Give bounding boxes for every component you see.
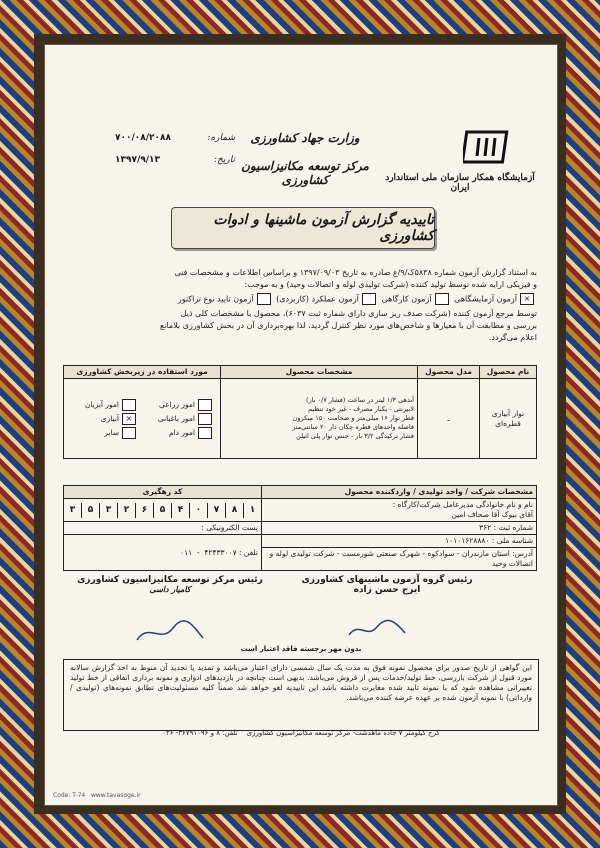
use-label: سایر (104, 427, 119, 437)
code-digit: ۸ (226, 503, 244, 518)
product-name: نوار آبیاری قطره‌ای (480, 379, 537, 459)
phone-cell: تلفن : ۴۲۴۳۳۰۰۷ - ۰۱۱ (64, 535, 262, 571)
tracking-code (64, 499, 262, 522)
use-checkbox[interactable] (198, 413, 212, 425)
manager-cell (262, 499, 537, 522)
use-checkbox[interactable] (198, 427, 212, 439)
col-header: مدل محصول (418, 366, 480, 379)
option-workshop-label: آزمون کارگاهی (381, 294, 432, 304)
spec-line: لابیرنتی - یکبار مصرف - غیر خود تنظیم (308, 405, 414, 413)
manager-name: آقای بیوک آقا صحاف امین (451, 510, 533, 519)
use-option (142, 398, 218, 412)
footer-phone: تلفن: ۸ و ۳۶۷۹۱۰۹۶- ۰۲۶ (162, 729, 238, 737)
col-header: نام محصول (480, 366, 537, 379)
signer-name: ایرج حسن زاده (353, 585, 421, 595)
code-digit: ۷ (208, 503, 226, 518)
use-label: امور باغبانی (157, 413, 195, 423)
tracking-code-digits (64, 503, 261, 518)
phone-code: ۰۱۱ (180, 547, 193, 557)
code-digit: ۳ (64, 503, 82, 518)
signature-scribble-icon (135, 620, 205, 646)
banner-title: تاییدیه گزارش آزمون ماشینها و ادوات کشاورزی (171, 207, 435, 249)
manager-label: نام و نام خانوادگی مدیرعامل شرکت/کارگاه : (392, 500, 533, 509)
intro-line: بررسی و مطابقت آن با معیارها و شاخص‌های مورد نظر کنترل گردید، لذا بهره‌برداری آن در بخش کشاورزی بلامانع (159, 320, 537, 330)
print-code: Code: T-74 (53, 792, 86, 799)
use-option (142, 426, 218, 440)
option-lab-label: آزمون آزمایشگاهی (454, 294, 517, 304)
phone-value: ۴۲۴۳۳۰۰۷ (204, 547, 237, 557)
intro-line: توسط مرجع آزمون کننده (شرکت صدف ریز سازی دارای شماره ثبت ۶۰۳۷)، محصول با مشخصات کلی ذیل (180, 308, 537, 318)
use-label: امور آبزیان (84, 399, 119, 409)
date-label: تاریخ: (214, 155, 235, 165)
address-cell: آدرس: استان مازندران - سوادکوه - شهرک صنعتی شورمست - شرکت تولیدی لوله و اتصالات وحید (262, 548, 537, 571)
use-categories (64, 379, 221, 459)
company-table (63, 485, 537, 571)
use-option (66, 426, 142, 440)
invalid-note: بدون مهر برجسته فاقد اعتبار است (240, 645, 362, 653)
option-performance-label: آزمون عملکرد (کاربردی) (276, 294, 359, 304)
footer-address: کرج کیلومتر ۷ جاده ماهدشت- مرکز توسعه مکانیزاسیون کشاورزی (246, 729, 440, 737)
use-label: امور زراعی (158, 399, 195, 409)
use-checkbox[interactable]: × (122, 413, 136, 425)
use-checkbox[interactable] (198, 399, 212, 411)
col-header: مشخصات محصول (221, 366, 418, 379)
validity-notice (63, 659, 539, 731)
center-title: مرکز توسعه مکانیزاسیون کشاورزی (241, 159, 369, 187)
spec-line: قطر نوار ۱۶ میلی‌متر و ضخامت ۱۵۰ میکرون (292, 414, 414, 422)
code-digit: ۱ (249, 504, 256, 515)
use-label: آبیاری (100, 413, 119, 423)
footer-contact (65, 729, 537, 737)
certificate-paper (44, 44, 558, 806)
national-cell (262, 535, 537, 548)
tracking-header: کد رهگیری (64, 486, 262, 499)
intro-line: و فیزیکی ارایه شده توسط تولید کننده (شرکت تولیدی لوله و اتصالات وحید) و به موجب: (244, 280, 537, 289)
checkbox-tractor[interactable] (257, 293, 271, 305)
signer-title: رئیس گروه آزمون ماشینهای کشاورزی (301, 575, 473, 585)
signer-title: رئیس مرکز توسعه مکانیزاسیون کشاورزی (77, 575, 263, 585)
signature-scribble-icon (347, 617, 407, 641)
reg-label: شماره ثبت : (493, 523, 533, 532)
reg-cell (262, 522, 537, 535)
product-table (63, 365, 537, 459)
use-option (66, 398, 142, 412)
standard-logo-icon (463, 130, 511, 166)
print-info (53, 792, 141, 799)
code-digit: ۳ (100, 503, 118, 518)
signer-name: کامیار داسی (149, 585, 191, 594)
product-model: ـ (418, 379, 480, 459)
code-digit: ۰ (190, 503, 208, 518)
national-label: شناسه ملی : (491, 536, 533, 545)
col-header: مورد استفاده در زیربخش کشاورزی (64, 366, 221, 379)
code-digit: ۵ (154, 503, 172, 518)
intro-line: اعلام می‌گردد. (488, 332, 537, 342)
date-value: ۱۳۹۷/۹/۱۳ (115, 155, 161, 165)
test-type-options (63, 293, 537, 306)
number-label: شماره: (207, 133, 235, 143)
use-option (142, 412, 218, 426)
product-specs (221, 379, 418, 459)
letter-meta (115, 133, 235, 177)
org-name: آزمایشگاه همکار سازمان ملی استاندارد ایران (385, 173, 535, 193)
use-label: امور دام (168, 427, 195, 437)
checkbox-workshop[interactable] (435, 293, 449, 305)
use-checkbox[interactable] (122, 399, 136, 411)
intro-text (63, 267, 537, 344)
validity-text: این گواهی از تاریخ صدور برای محصول نمونه فوق به مدت یک سال شمسی دارای اعتبار می‌باشد و تمدید یا تجدید آن منوط به اخذ گزارش سالانه مورد قبول از شرکت بازرسی، خط تولید/خدمات پس از فروش می‌باشد. بدیهی است چنانچه در بازدیدهای ادواری و نمونه برداری اتفاقی از خط تولید تغییراتی مشاهده شود که با نمونه تایید شده مغایرت داشته باشد این تاییدیه لغو خواهد شد ضمناً کلیه مسئولیت‌های تطابق نمونه‌های (تولیدی / وارداتی) با نمونه آزمون شده بر عهده عرضه کننده می‌باشد. (70, 663, 532, 702)
use-option (66, 412, 142, 426)
postal-label: پست الکترونیکی : (201, 523, 258, 532)
reg-value: ۳۶۲ (479, 523, 492, 532)
code-digit: ۵ (82, 503, 100, 518)
code-digit: ۶ (136, 503, 154, 518)
intro-line: به استناد گزارش آزمون شماره ۵۸۳۸ک/۹/ع صادره به تاریخ ۱۳۹۷/۰۹/۰۳ و براساس اطلاعات و مشخصات فنی (174, 268, 537, 277)
signature-left (65, 575, 275, 594)
postal-cell (64, 522, 262, 535)
checkbox-lab[interactable]: × (520, 293, 534, 305)
number-value: ۷۰۰/۰۸/۲۰۸۸ (115, 133, 172, 143)
code-digit: ۴ (172, 503, 190, 518)
code-digit: ۲ (118, 503, 136, 518)
option-tractor-label: آزمون تایید نوع تراکتور (177, 294, 254, 304)
print-site: www.tavasoge.ir (90, 792, 141, 799)
checkbox-performance[interactable] (362, 293, 376, 305)
signature-right (297, 575, 477, 595)
national-value: ۱۰۱۰۱۶۲۸۸۸۰ (445, 536, 490, 545)
phone-label: تلفن : (239, 547, 258, 557)
company-header: مشخصات شرکت / واحد تولیدی / واردکننده محصول (262, 486, 537, 499)
ministry-title: وزارت جهاد کشاورزی (250, 131, 360, 145)
spec-line: فشار ترکیدگی ۳/۲ بار - جنس نوار پلی اتیلن (296, 432, 414, 440)
spec-line: فاصله واحدهای قطره چکان دار ۲۰ سانتی‌متر (292, 423, 414, 431)
use-checkbox[interactable] (122, 427, 136, 439)
spec-line: آبدهی ۱/۳ لیتر در ساعت (فشار ۰/۷ بار) (306, 396, 414, 404)
